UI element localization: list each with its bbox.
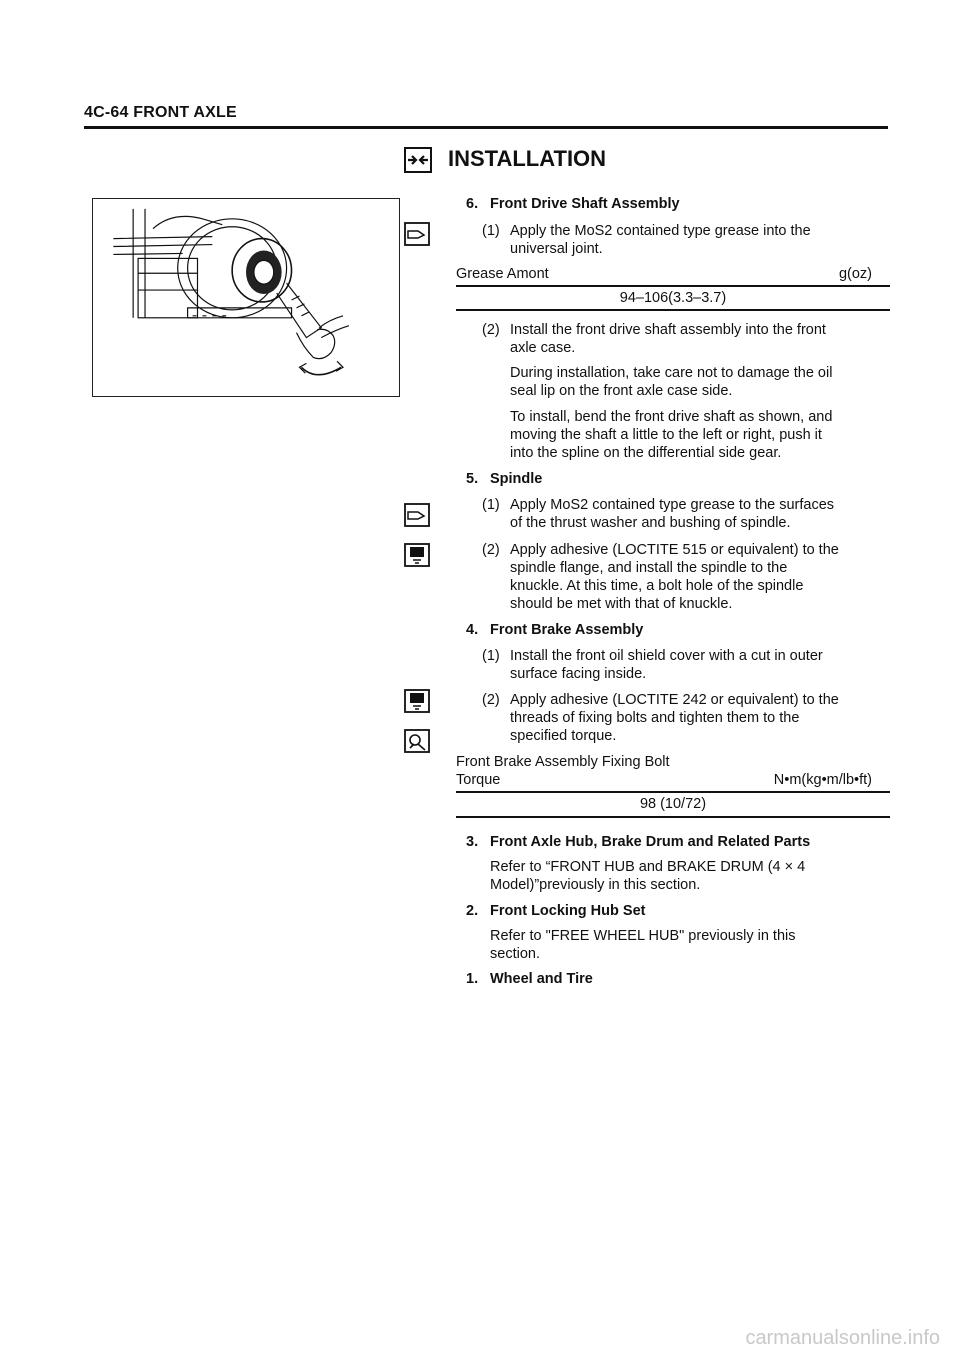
step-5-number: 5. — [466, 471, 479, 487]
torque-unit: N•m(kg•m/lb•ft) — [773, 772, 872, 788]
step-4-title: Front Brake Assembly — [490, 622, 644, 638]
torque-label: Torque — [456, 772, 501, 788]
step-2-line: section. — [490, 946, 540, 962]
step-5-2-line: knuckle. At this time, a bolt hole of the spindle — [510, 578, 804, 594]
step-6-note-line: into the spline on the differential side gear. — [510, 445, 782, 461]
step-5-2-line: should be met with that of knuckle. — [510, 596, 733, 612]
step-6-2-line: Install the front drive shaft assembly into the front — [510, 322, 826, 338]
step-6-note-line: seal lip on the front axle case side. — [510, 383, 733, 399]
step-5-1-number: (1) — [482, 497, 500, 513]
step-5-2-number: (2) — [482, 542, 500, 558]
install-arrows-icon — [404, 147, 432, 173]
step-3-number: 3. — [466, 834, 479, 850]
watermark: carmanualsonline.info — [745, 1327, 940, 1349]
step-1-number: 1. — [466, 971, 479, 987]
grease-icon — [404, 503, 430, 527]
torque-value: 98 (10/72) — [639, 796, 707, 812]
step-2-title: Front Locking Hub Set — [490, 903, 646, 919]
step-1-title: Wheel and Tire — [490, 971, 593, 987]
step-4-2-line: threads of fixing bolts and tighten them to the — [510, 710, 800, 726]
adhesive-icon — [404, 543, 430, 567]
step-5-2-line: Apply adhesive (LOCTITE 515 or equivalent) to the — [510, 542, 839, 558]
step-6-number: 6. — [466, 196, 479, 212]
section-title: INSTALLATION — [448, 146, 607, 171]
step-6-2-number: (2) — [482, 322, 500, 338]
step-6-1-line: Apply the MoS2 contained type grease into the — [510, 223, 811, 239]
spec-rule — [456, 816, 890, 818]
step-6-1-number: (1) — [482, 223, 500, 239]
torque-label: Front Brake Assembly Fixing Bolt — [456, 754, 670, 770]
step-4-1-line: Install the front oil shield cover with a cut in outer — [510, 648, 823, 664]
adhesive-icon — [404, 689, 430, 713]
grease-amount-value: 94–106(3.3–3.7) — [619, 290, 727, 306]
spec-rule — [456, 309, 890, 311]
step-6-title: Front Drive Shaft Assembly — [490, 196, 680, 212]
step-3-title: Front Axle Hub, Brake Drum and Related Parts — [490, 834, 811, 850]
step-3-line: Model)”previously in this section. — [490, 877, 701, 893]
torque-icon — [404, 729, 430, 753]
step-6-1-line: universal joint. — [510, 241, 603, 257]
step-4-number: 4. — [466, 622, 479, 638]
step-4-1-line: surface facing inside. — [510, 666, 647, 682]
drive-shaft-illustration — [92, 198, 400, 397]
step-4-2-number: (2) — [482, 692, 500, 708]
step-4-2-line: Apply adhesive (LOCTITE 242 or equivalent) to the — [510, 692, 839, 708]
step-6-note-line: moving the shaft a little to the left or right, push it — [510, 427, 822, 443]
spec-rule — [456, 791, 890, 793]
step-4-1-number: (1) — [482, 648, 500, 664]
step-5-1-line: Apply MoS2 contained type grease to the surfaces — [510, 497, 835, 513]
step-5-title: Spindle — [490, 471, 543, 487]
step-6-2-line: axle case. — [510, 340, 576, 356]
header-rule — [84, 126, 888, 129]
step-2-number: 2. — [466, 903, 479, 919]
page-header: 4C-64 FRONT AXLE — [84, 104, 237, 121]
grease-icon — [404, 222, 430, 246]
step-3-line: Refer to “FRONT HUB and BRAKE DRUM (4 × 4 — [490, 859, 806, 875]
step-6-note-line: During installation, take care not to damage the oil — [510, 365, 833, 381]
grease-amount-label: Grease Amont — [456, 266, 549, 282]
step-6-note-line: To install, bend the front drive shaft as shown, and — [510, 409, 833, 425]
step-4-2-line: specified torque. — [510, 728, 617, 744]
step-5-2-line: spindle flange, and install the spindle to the — [510, 560, 788, 576]
spec-rule — [456, 285, 890, 287]
grease-amount-unit: g(oz) — [838, 266, 872, 282]
step-5-1-line: of the thrust washer and bushing of spindle. — [510, 515, 791, 531]
step-2-line: Refer to "FREE WHEEL HUB" previously in this — [490, 928, 796, 944]
